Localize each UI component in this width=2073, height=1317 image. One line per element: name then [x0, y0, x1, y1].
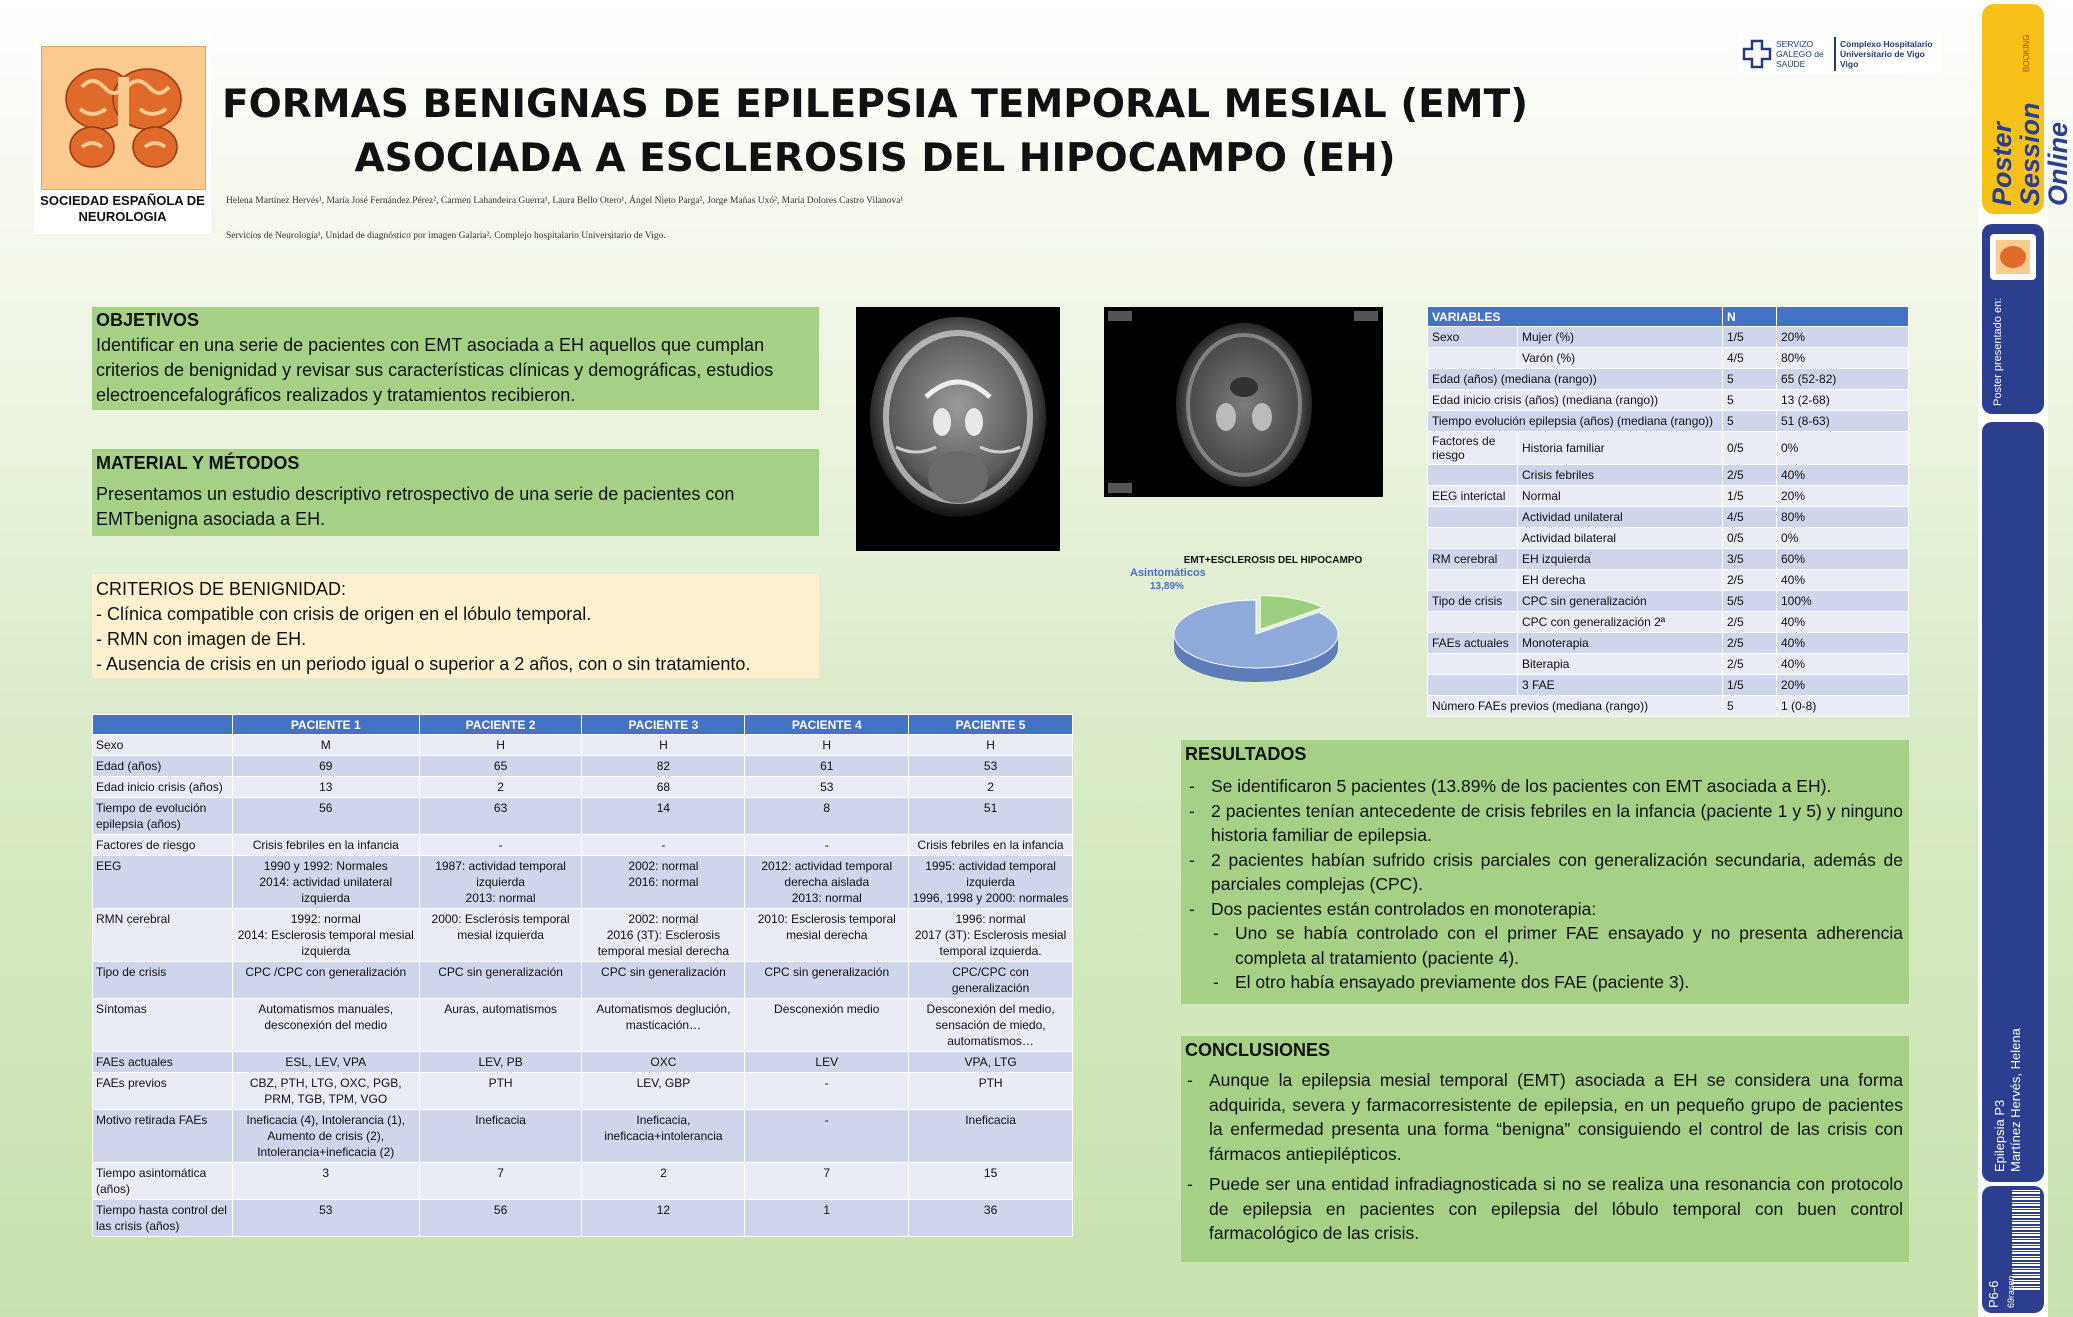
metodos-box — [92, 449, 819, 536]
row-label: Síntomas — [93, 999, 233, 1052]
variable-label — [1428, 465, 1518, 486]
table-row — [1428, 390, 1909, 411]
sergas-cross-icon — [1742, 39, 1772, 69]
row-label: Tiempo de evolución epilepsia (años) — [93, 798, 233, 835]
sergas-name: SERVIZO GALEGO de SAÚDE — [1776, 39, 1824, 69]
table-cell: 7 — [745, 1163, 909, 1200]
table-cell: LEV — [745, 1052, 909, 1073]
variable-label — [1428, 528, 1518, 549]
poster-id: Epilepsia P3 — [1992, 1099, 2007, 1172]
table-cell: VPA, LTG — [909, 1052, 1073, 1073]
mri-coronal-image — [856, 307, 1060, 551]
n-cell: 5 — [1723, 411, 1777, 432]
poster-author: Martínez Hervés, Helena — [2008, 1028, 2023, 1172]
objetivos-text: Identificar en una serie de pacientes con EMT asociada a EH aquellos que cumplan criterios de benignidad y revisar sus características clínicas y demográficas, estudios electroencefalográficos realizados y tratamientos recibieron. — [96, 335, 774, 405]
table-row — [1428, 369, 1909, 390]
table-row — [1428, 465, 1909, 486]
conclusion-item: - Aunque la epilepsia mesial temporal (EMT) asociada a EH se considera una forma adquirida, severa y farmacorresistente de epilepsia, en un pequeño grupo de pacientes la enfermedad presenta una forma “benigna” consiguiendo el control de las crisis con fármacos antiepilépticos. — [1183, 1068, 1903, 1166]
table-cell: M — [232, 735, 419, 756]
row-label: Edad (años) — [93, 756, 233, 777]
variable-sublabel: Varón (%) — [1518, 348, 1723, 369]
n-cell: 1/5 — [1723, 486, 1777, 507]
table-cell: 53 — [232, 1200, 419, 1237]
n-cell: 1/5 — [1723, 327, 1777, 348]
table-cell: CBZ, PTH, LTG, OXC, PGB, PRM, TGB, TPM, VGO — [232, 1073, 419, 1110]
poster-info — [1992, 942, 2036, 1172]
affiliations: Servicios de Neurología¹, Unidad de diagnóstico por imagen Galaria². Complejo hospitalario Universitario de Vigo. — [226, 231, 666, 241]
table-cell: 1 — [745, 1200, 909, 1237]
variable-sublabel: Actividad bilateral — [1518, 528, 1723, 549]
table-cell: 1992: normal 2014: Esclerosis temporal mesial izquierda — [232, 909, 419, 962]
criterios-heading: CRITERIOS DE BENIGNIDAD: — [96, 579, 347, 599]
table-cell: H — [582, 735, 745, 756]
patients-table — [92, 714, 1073, 1237]
value-cell: 80% — [1777, 507, 1909, 528]
n-cell: 0/5 — [1723, 432, 1777, 465]
row-label: Edad inicio crisis (años) — [93, 777, 233, 798]
variable-label: Edad (años) (mediana (rango)) — [1428, 369, 1723, 390]
table-cell: 2012: actividad temporal derecha aislada 2013: normal — [745, 856, 909, 909]
table-cell: 15 — [909, 1163, 1073, 1200]
variable-label: Número FAEs previos (mediana (rango)) — [1428, 696, 1723, 717]
value-cell: 40% — [1777, 465, 1909, 486]
table-cell: Desconexión del medio, sensación de miedo, automatismos… — [909, 999, 1073, 1052]
resultado-item: - 2 pacientes tenían antecedente de crisis febriles en la infancia (paciente 1 y 5) y ninguno historia familiar de epilepsia. — [1185, 799, 1903, 848]
table-cell: 2 — [582, 1163, 745, 1200]
slice-value-label: 13,89% — [1150, 581, 1184, 592]
table-cell: - — [745, 835, 909, 856]
table-cell: 12 — [582, 1200, 745, 1237]
table-row — [1428, 654, 1909, 675]
table-cell: H — [745, 735, 909, 756]
table-row — [93, 1073, 1073, 1110]
value-cell: 60% — [1777, 549, 1909, 570]
n-cell: 2/5 — [1723, 465, 1777, 486]
value-cell: 0% — [1777, 432, 1909, 465]
table-cell: 36 — [909, 1200, 1073, 1237]
resultado-item: - El otro había ensayado previamente dos FAE (paciente 3). — [1185, 970, 1903, 995]
row-label: Tiempo hasta control del las crisis (años) — [93, 1200, 233, 1237]
row-label: Factores de riesgo — [93, 835, 233, 856]
table-row — [93, 1200, 1073, 1237]
n-cell: 4/5 — [1723, 348, 1777, 369]
table-cell: 1995: actividad temporal izquierda 1996, 1998 y 2000: normales — [909, 856, 1073, 909]
objetivos-box — [92, 307, 819, 410]
table-row — [1428, 528, 1909, 549]
brand-tag: BOOKING — [2022, 34, 2031, 72]
variable-label: EEG interictal — [1428, 486, 1518, 507]
value-cell: 1 (0-8) — [1777, 696, 1909, 717]
variable-label — [1428, 654, 1518, 675]
table-cell: 53 — [909, 756, 1073, 777]
resultados-heading: RESULTADOS — [1185, 744, 1307, 764]
table-row — [93, 856, 1073, 909]
table-cell: Ineficacia — [909, 1110, 1073, 1163]
variables-header: VARIABLES — [1428, 307, 1723, 327]
table-cell: H — [419, 735, 582, 756]
brand-name: Poster Session Online — [1987, 102, 2073, 206]
table-cell: Ineficacia (4), Intolerancia (1), Aumento de crisis (2), Intolerancia+ineficacia (2) — [232, 1110, 419, 1163]
row-label: Sexo — [93, 735, 233, 756]
table-row — [93, 777, 1073, 798]
slice-label: Asintomáticos — [1130, 567, 1206, 579]
conclusion-item: - Puede ser una entidad infradiagnosticada si no se realiza una resonancia con protocolo de epilepsia en pacientes con epilepsia del lóbulo temporal con buen control farmacológico de las crisis. — [1183, 1172, 1903, 1246]
n-cell: 4/5 — [1723, 507, 1777, 528]
sen-logo-name: SOCIEDAD ESPAÑOLA DE NEUROLOGIA — [40, 193, 205, 224]
variable-sublabel: Monoterapia — [1518, 633, 1723, 654]
table-cell: CPC sin generalización — [419, 962, 582, 999]
sergas-logo — [1738, 33, 1942, 75]
variable-label — [1428, 612, 1518, 633]
table-cell: Automatismos deglución, masticación… — [582, 999, 745, 1052]
table-cell: 2002: normal 2016 (3T): Esclerosis temporal mesial derecha — [582, 909, 745, 962]
mri-axial-image — [1104, 307, 1383, 497]
variable-sublabel: EH derecha — [1518, 570, 1723, 591]
criterio-item: - Clínica compatible con crisis de origen en el lóbulo temporal. — [96, 604, 592, 624]
objetivos-heading: OBJETIVOS — [96, 310, 200, 330]
table-row — [93, 962, 1073, 999]
table-row — [93, 835, 1073, 856]
metodos-heading: MATERIAL Y MÉTODOS — [96, 453, 300, 473]
variable-label: Sexo — [1428, 327, 1518, 348]
value-cell: 40% — [1777, 654, 1909, 675]
table-row — [93, 735, 1073, 756]
table-cell: LEV, GBP — [582, 1073, 745, 1110]
table-cell: Ineficacia, ineficacia+intolerancia — [582, 1110, 745, 1163]
value-cell: 20% — [1777, 675, 1909, 696]
table-cell: 14 — [582, 798, 745, 835]
brain-logo-icon — [41, 46, 206, 190]
variable-sublabel: Actividad unilateral — [1518, 507, 1723, 528]
resultado-item: - 2 pacientes habían sufrido crisis parciales con generalización secundaria, además de parciales complejas (CPC). — [1185, 848, 1903, 897]
table-cell: - — [582, 835, 745, 856]
n-cell: 2/5 — [1723, 654, 1777, 675]
value-cell: 40% — [1777, 570, 1909, 591]
variable-label: Tipo de crisis — [1428, 591, 1518, 612]
table-corner — [93, 715, 233, 735]
table-cell: 69 — [232, 756, 419, 777]
table-cell: 68 — [582, 777, 745, 798]
sen-mini-logo-icon — [1990, 234, 2036, 280]
pie-svg — [1130, 552, 1390, 698]
table-row — [1428, 411, 1909, 432]
table-cell: LEV, PB — [419, 1052, 582, 1073]
patient-header: PACIENTE 2 — [419, 715, 582, 735]
poster-session-brand[interactable] — [1982, 4, 2073, 214]
table-cell: 2 — [909, 777, 1073, 798]
patient-header: PACIENTE 4 — [745, 715, 909, 735]
table-cell: CPC sin generalización — [582, 962, 745, 999]
n-cell: 5 — [1723, 369, 1777, 390]
table-cell: Auras, automatismos — [419, 999, 582, 1052]
value-cell: 51 (8-63) — [1777, 411, 1909, 432]
variable-label — [1428, 507, 1518, 528]
n-cell: 5 — [1723, 390, 1777, 411]
value-cell: 100% — [1777, 591, 1909, 612]
n-cell: 3/5 — [1723, 549, 1777, 570]
table-row — [1428, 507, 1909, 528]
n-cell: 2/5 — [1723, 612, 1777, 633]
table-cell: 8 — [745, 798, 909, 835]
patient-header: PACIENTE 5 — [909, 715, 1073, 735]
table-cell: CPC /CPC con generalización — [232, 962, 419, 999]
variable-label: Factores de riesgo — [1428, 432, 1518, 465]
table-cell: ESL, LEV, VPA — [232, 1052, 419, 1073]
hospital-name: Complexo Hospitalario Universitario de Vigo Vigo — [1840, 39, 1933, 69]
table-cell: 2002: normal 2016: normal — [582, 856, 745, 909]
table-row — [1428, 675, 1909, 696]
variable-sublabel: CPC sin generalización — [1518, 591, 1723, 612]
table-row — [1428, 486, 1909, 507]
row-label: EEG — [93, 856, 233, 909]
variable-label — [1428, 675, 1518, 696]
variable-label: FAEs actuales — [1428, 633, 1518, 654]
barcode-label: 69rasen — [2006, 1275, 2016, 1308]
table-cell: 1987: actividad temporal izquierda 2013: normal — [419, 856, 582, 909]
table-row — [1428, 612, 1909, 633]
table-cell: H — [909, 735, 1073, 756]
variable-sublabel: Biterapia — [1518, 654, 1723, 675]
table-cell: Ineficacia — [419, 1110, 582, 1163]
resultado-item: - Dos pacientes están controlados en monoterapia: — [1185, 897, 1903, 922]
table-cell: 1990 y 1992: Normales 2014: actividad unilateral izquierda — [232, 856, 419, 909]
table-cell: CPC/CPC con generalización — [909, 962, 1073, 999]
table-row — [1428, 591, 1909, 612]
conclusiones-box — [1181, 1036, 1909, 1262]
value-header — [1777, 307, 1909, 327]
variable-sublabel: Mujer (%) — [1518, 327, 1723, 348]
metodos-text: Presentamos un estudio descriptivo retrospectivo de una serie de pacientes con EMTbenigna asociada a EH. — [96, 484, 735, 529]
table-cell: 3 — [232, 1163, 419, 1200]
table-row — [1428, 549, 1909, 570]
table-cell: 2 — [419, 777, 582, 798]
table-row — [1428, 570, 1909, 591]
table-cell: OXC — [582, 1052, 745, 1073]
table-row — [93, 909, 1073, 962]
n-cell: 1/5 — [1723, 675, 1777, 696]
table-row — [1428, 327, 1909, 348]
conclusiones-list — [1183, 1068, 1903, 1252]
table-cell: Crisis febriles en la infancia — [909, 835, 1073, 856]
n-cell: 5 — [1723, 696, 1777, 717]
poster-code: P6-6 — [1986, 1280, 2001, 1308]
variable-label: Tiempo evolución epilepsia (años) (mediana (rango)) — [1428, 411, 1723, 432]
table-cell: 7 — [419, 1163, 582, 1200]
variable-sublabel: 3 FAE — [1518, 675, 1723, 696]
table-cell: 61 — [745, 756, 909, 777]
poster-code-panel — [1982, 1186, 2044, 1313]
value-cell: 0% — [1777, 528, 1909, 549]
value-cell: 13 (2-68) — [1777, 390, 1909, 411]
table-cell: - — [745, 1110, 909, 1163]
table-row — [93, 1052, 1073, 1073]
criterio-item: - RMN con imagen de EH. — [96, 629, 307, 649]
value-cell: 80% — [1777, 348, 1909, 369]
authors: Helena Martínez Hervés¹, María José Fernández Pérez², Carmen Lahandeira Guerra¹, Laura Bello Otero¹, Ángel Nieto Parga², Jorge Mañas Uxó², María Dolores Castro Vilanova¹ — [226, 196, 904, 206]
variable-label — [1428, 348, 1518, 369]
row-label: FAEs actuales — [93, 1052, 233, 1073]
table-cell: 2010: Esclerosis temporal mesial derecha — [745, 909, 909, 962]
variable-label: Edad inicio crisis (años) (mediana (rango)) — [1428, 390, 1723, 411]
value-cell: 20% — [1777, 327, 1909, 348]
criterios-box — [92, 574, 819, 678]
pie-chart — [1130, 552, 1390, 698]
table-cell: 2000: Esclerosis temporal mesial izquierda — [419, 909, 582, 962]
table-row — [1428, 432, 1909, 465]
n-cell: 2/5 — [1723, 633, 1777, 654]
variable-label — [1428, 570, 1518, 591]
table-row — [93, 1163, 1073, 1200]
poster-title: FORMAS BENIGNAS DE EPILEPSIA TEMPORAL MESIAL (EMT) ASOCIADA A ESCLEROSIS DEL HIPOCAMPO (EH) — [221, 82, 1529, 181]
row-label: Tiempo asintomática (años) — [93, 1163, 233, 1200]
variables-header-row — [1428, 307, 1909, 327]
table-cell: 65 — [419, 756, 582, 777]
table-cell: 13 — [232, 777, 419, 798]
n-cell: 5/5 — [1723, 591, 1777, 612]
variable-sublabel: EH izquierda — [1518, 549, 1723, 570]
table-cell: - — [419, 835, 582, 856]
n-cell: 0/5 — [1723, 528, 1777, 549]
table-cell: 56 — [232, 798, 419, 835]
table-cell: 51 — [909, 798, 1073, 835]
criterio-item: - Ausencia de crisis en un periodo igual o superior a 2 años, con o sin tratamiento. — [96, 654, 751, 674]
variables-table — [1427, 306, 1909, 717]
table-row — [93, 798, 1073, 835]
row-label: Motivo retirada FAEs — [93, 1110, 233, 1163]
value-cell: 20% — [1777, 486, 1909, 507]
table-row — [1428, 696, 1909, 717]
patient-header: PACIENTE 3 — [582, 715, 745, 735]
patients-header-row — [93, 715, 1073, 735]
variable-sublabel: Normal — [1518, 486, 1723, 507]
conclusiones-heading: CONCLUSIONES — [1185, 1040, 1331, 1060]
table-cell: CPC sin generalización — [745, 962, 909, 999]
n-header: N — [1723, 307, 1777, 327]
variable-label: RM cerebral — [1428, 549, 1518, 570]
table-cell: 82 — [582, 756, 745, 777]
table-row — [93, 756, 1073, 777]
table-cell: PTH — [419, 1073, 582, 1110]
variable-sublabel: CPC con generalización 2ª — [1518, 612, 1723, 633]
row-label: FAEs previos — [93, 1073, 233, 1110]
table-row — [1428, 633, 1909, 654]
resultado-item: - Se identificaron 5 pacientes (13.89% de los pacientes con EMT asociada a EH). — [1185, 774, 1903, 799]
presented-in-label: Poster presentado en: — [1992, 297, 2004, 406]
n-cell: 2/5 — [1723, 570, 1777, 591]
chart-title: EMT+ESCLEROSIS DEL HIPOCAMPO — [1183, 555, 1363, 566]
barcode-icon — [2012, 1190, 2040, 1290]
table-cell: PTH — [909, 1073, 1073, 1110]
sen-logo — [34, 38, 211, 234]
value-cell: 40% — [1777, 633, 1909, 654]
resultados-box — [1181, 740, 1909, 1004]
patient-header: PACIENTE 1 — [232, 715, 419, 735]
table-cell: - — [745, 1073, 909, 1110]
value-cell: 40% — [1777, 612, 1909, 633]
table-cell: Crisis febriles en la infancia — [232, 835, 419, 856]
table-cell: 53 — [745, 777, 909, 798]
table-row — [93, 999, 1073, 1052]
variable-sublabel: Crisis febriles — [1518, 465, 1723, 486]
row-label: Tipo de crisis — [93, 962, 233, 999]
table-cell: Automatismos manuales, desconexión del medio — [232, 999, 419, 1052]
table-cell: Desconexión medio — [745, 999, 909, 1052]
table-cell: 56 — [419, 1200, 582, 1237]
table-cell: 1996: normal 2017 (3T): Esclerosis mesial temporal izquierda. — [909, 909, 1073, 962]
table-cell: 63 — [419, 798, 582, 835]
row-label: RMN cerebral — [93, 909, 233, 962]
table-row — [93, 1110, 1073, 1163]
presented-in-panel — [1982, 224, 2044, 414]
table-row — [1428, 348, 1909, 369]
resultados-list — [1185, 774, 1903, 995]
variable-sublabel: Historia familiar — [1518, 432, 1723, 465]
resultado-item: - Uno se había controlado con el primer FAE ensayado y no presenta adherencia completa al tratamiento (paciente 4). — [1185, 921, 1903, 970]
poster-info-panel — [1982, 422, 2044, 1182]
value-cell: 65 (52-82) — [1777, 369, 1909, 390]
